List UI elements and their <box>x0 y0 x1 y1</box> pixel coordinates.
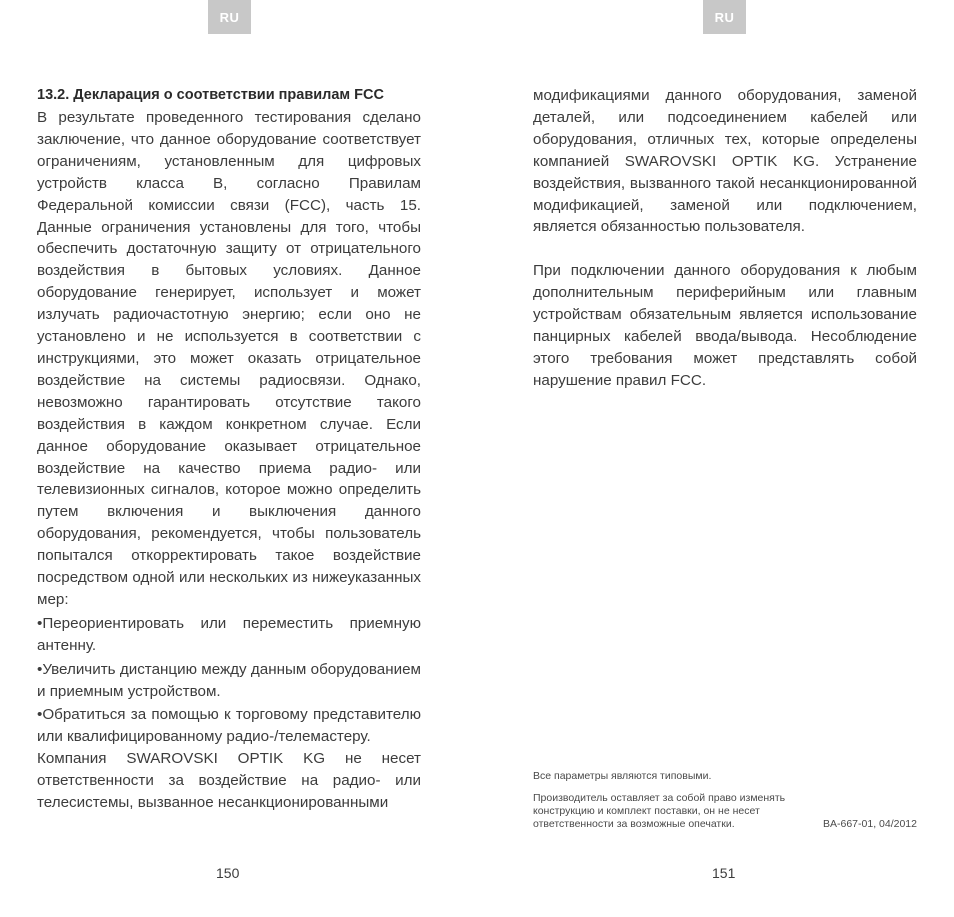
footnote-disclaimer: Производитель оставляет за собой право изменять конструкцию и комплект поставки, он не несет ответственности за возможные опечатки. <box>533 792 786 830</box>
cable-requirement-paragraph: При подключении данного оборудования к любым дополнительным периферийным или главным устройствам обязательным является использование панцирных кабелей ввода/вывода. Несоблюдение этого требования может представлять собой нарушение правил FCC. <box>533 262 917 389</box>
intro-paragraph: В результате проведенного тестирования сделано заключение, что данное оборудование соответствует ограничениям, установленным для цифровых устройств класса B, согласно Правилам Федеральной комиссии связи (FCC), часть 15. Данные ограничения установлены для того, чтобы обеспечить достаточную защиту от отрицательного воздействия в бытовых условиях. Данное оборудование генерирует, использует и может излучать радиочастотную энергию; если оно не установлено и не используется в соответствии с инструкциями, это может оказать отрицательное воздействие на системы радиосвязи. Однако, невозможно гарантировать отсутствие такого воздействия в каждом конкретном случае. Если данное оборудование оказывает отрицательное воздействие на качество приема радио- или телевизионных сигналов, которое можно определить путем включения и выключения данного оборудования, рекомендуется, чтобы пользователь попытался откорректировать такое воздействие посредством одной или нескольких из нижеуказанных мер: <box>37 109 421 608</box>
section-heading: 13.2. Декларация о соответствии правилам FCC <box>37 87 384 103</box>
left-column <box>37 85 421 814</box>
language-tab-right: RU <box>703 0 746 34</box>
right-column <box>533 85 917 392</box>
page-number-right: 151 <box>712 865 736 881</box>
bullet-item-3: •Обратиться за помощью к торговому представителю или квалифицированному радио-/телемастеру. <box>37 706 421 746</box>
bullet-item-1: •Переориентировать или переместить приемную антенну. <box>37 614 421 654</box>
page-number-left: 150 <box>216 865 240 881</box>
continuation-paragraph: модификациями данного оборудования, заменой деталей, или подсоединением кабелей или оборудования, отличных тех, которые определены компанией SWAROVSKI OPTIK KG. Устранение воздействия, вызванного такой несанкционированной модификацией, заменой или подключением, является обязанностью пользователя. <box>533 87 917 236</box>
footnote-typical-values: Все параметры являются типовыми. <box>533 770 712 782</box>
bullet-item-2: •Увеличить дистанцию между данным оборудованием и приемным устройством. <box>37 660 421 700</box>
footnotes <box>533 770 917 831</box>
language-tab-left: RU <box>208 0 251 34</box>
document-code: BA-667-01, 04/2012 <box>823 818 917 830</box>
closing-paragraph: Компания SWAROVSKI OPTIK KG не несет ответственности за воздействие на радио- или телесистемы, вызванное несанкционированными <box>37 750 421 812</box>
